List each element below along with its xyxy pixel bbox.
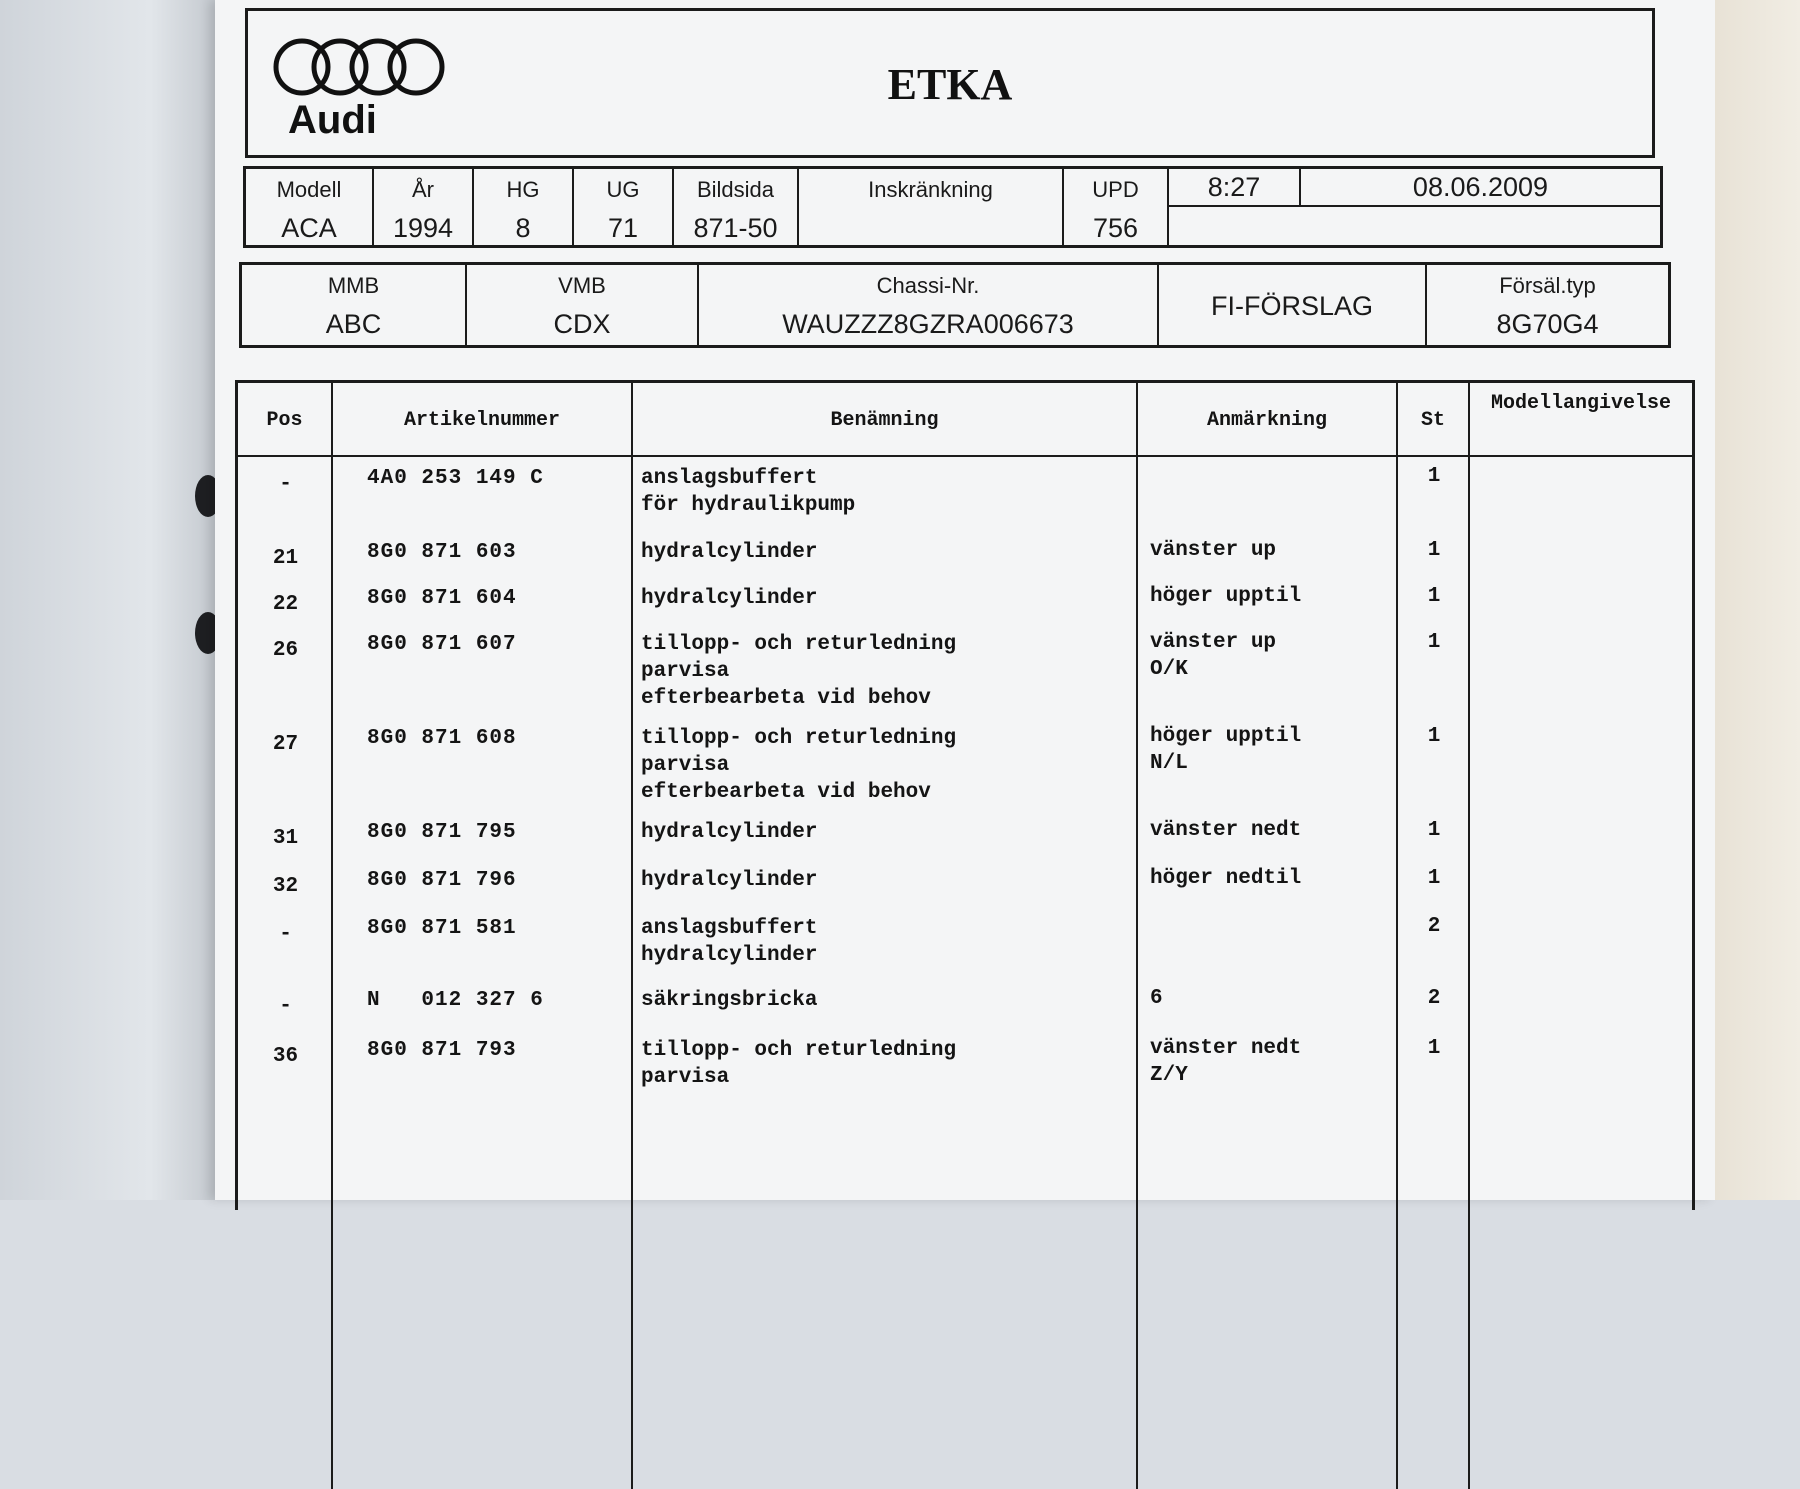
row-modellangivelse <box>1470 457 1692 531</box>
row-artikelnummer: 8G0 871 604 <box>367 587 517 610</box>
row-modellangivelse <box>1470 623 1692 717</box>
hg-cell <box>474 169 574 245</box>
row-modellangivelse <box>1470 577 1692 623</box>
header-box <box>245 8 1655 158</box>
mmb-label: MMB <box>327 273 380 298</box>
modell-cell <box>246 169 374 245</box>
row-pos: 27 <box>272 733 299 756</box>
fi-forslag-cell <box>1159 265 1427 345</box>
chassi-cell <box>699 265 1159 345</box>
row-pos: - <box>279 923 292 946</box>
row-benamning: hydralcylinder <box>641 541 818 564</box>
row-st: 2 <box>1427 987 1441 1010</box>
chassi-value: WAUZZZ8GZRA006673 <box>782 309 1074 339</box>
timestamp-cell <box>1169 169 1660 245</box>
table-row <box>238 457 1692 531</box>
row-st: 1 <box>1427 725 1441 748</box>
row-anmarkning: vänster up O/K <box>1150 631 1277 681</box>
row-anmarkning: vänster nedt Z/Y <box>1150 1037 1302 1087</box>
header-pos: Pos <box>238 383 333 455</box>
row-benamning: hydralcylinder <box>641 869 818 892</box>
row-st: 1 <box>1427 539 1441 562</box>
upd-cell <box>1064 169 1169 245</box>
forsal-typ-label: Försäl.typ <box>1499 273 1596 298</box>
row-st: 1 <box>1427 819 1441 842</box>
forsal-typ-value: 8G70G4 <box>1496 309 1599 339</box>
vmb-label: VMB <box>558 273 606 298</box>
row-modellangivelse <box>1470 811 1692 859</box>
row-benamning: tillopp- och returledning parvisa efterbearbeta vid behov <box>641 727 957 804</box>
vmb-value: CDX <box>553 309 611 339</box>
header-artikelnummer: Artikelnummer <box>333 383 633 455</box>
table-row <box>238 577 1692 623</box>
row-benamning: tillopp- och returledning parvisa <box>641 1039 957 1089</box>
row-st: 1 <box>1427 1037 1441 1060</box>
row-artikelnummer: 8G0 871 793 <box>367 1039 517 1062</box>
row-artikelnummer: 4A0 253 149 C <box>367 467 544 490</box>
row-st: 1 <box>1427 631 1441 654</box>
svg-text:Audi: Audi <box>288 98 377 142</box>
row-st: 2 <box>1427 915 1441 938</box>
row-artikelnummer: 8G0 871 603 <box>367 541 517 564</box>
row-artikelnummer: 8G0 871 581 <box>367 917 517 940</box>
row-pos: 36 <box>272 1045 299 1068</box>
row-pos: - <box>279 473 292 496</box>
row-benamning: anslagsbuffert hydralcylinder <box>641 917 818 967</box>
page-edge <box>1715 0 1800 1200</box>
header-st: St <box>1398 383 1470 455</box>
row-artikelnummer: 8G0 871 795 <box>367 821 517 844</box>
row-benamning: hydralcylinder <box>641 587 818 610</box>
column-divider <box>1396 457 1398 1489</box>
row-modellangivelse <box>1470 717 1692 811</box>
table-row <box>238 623 1692 717</box>
row-anmarkning <box>1138 457 1398 531</box>
row-modellangivelse <box>1470 907 1692 979</box>
row-anmarkning: vänster nedt <box>1150 819 1302 842</box>
row-benamning: säkringsbricka <box>641 989 818 1012</box>
facing-page <box>0 0 215 1200</box>
row-modellangivelse <box>1470 1029 1692 1089</box>
column-divider <box>1468 457 1470 1489</box>
mmb-value: ABC <box>325 309 382 339</box>
row-benamning: anslagsbuffert för hydraulikpump <box>641 467 856 517</box>
table-row <box>238 907 1692 979</box>
parts-table <box>235 380 1695 1210</box>
fi-forslag-value: FI-FÖRSLAG <box>1210 291 1373 321</box>
ar-value: 1994 <box>392 213 454 243</box>
vehicle-info-row-2 <box>239 262 1671 348</box>
inskrankning-cell <box>799 169 1064 245</box>
table-row <box>238 979 1692 1029</box>
table-row <box>238 811 1692 859</box>
table-row <box>238 717 1692 811</box>
row-benamning: hydralcylinder <box>641 821 818 844</box>
table-row <box>238 859 1692 907</box>
time-value: 8:27 <box>1169 169 1301 205</box>
forsal-typ-cell <box>1427 265 1668 345</box>
header-anmarkning: Anmärkning <box>1138 383 1398 455</box>
table-header <box>238 383 1692 457</box>
date-value: 08.06.2009 <box>1412 172 1549 202</box>
ug-value: 71 <box>607 213 639 243</box>
row-pos: 21 <box>272 547 299 570</box>
upd-value: 756 <box>1092 213 1139 243</box>
row-modellangivelse <box>1470 859 1692 907</box>
row-st: 1 <box>1427 585 1441 608</box>
table-row <box>238 531 1692 577</box>
bildsida-value: 871-50 <box>693 213 778 243</box>
row-pos: 32 <box>272 875 299 898</box>
row-pos: 31 <box>272 827 299 850</box>
row-st: 1 <box>1427 465 1441 488</box>
inskrankning-label: Inskränkning <box>868 177 993 202</box>
row-anmarkning: 6 <box>1150 987 1163 1010</box>
row-anmarkning <box>1138 907 1398 979</box>
bildsida-label: Bildsida <box>696 177 775 202</box>
vehicle-info-row-1 <box>243 166 1663 248</box>
row-anmarkning: höger upptil <box>1150 585 1302 608</box>
row-modellangivelse <box>1470 979 1692 1029</box>
ug-label: UG <box>606 177 640 202</box>
row-anmarkning: vänster up <box>1150 539 1277 562</box>
ar-cell <box>374 169 474 245</box>
chassi-label: Chassi-Nr. <box>876 273 980 298</box>
row-artikelnummer: 8G0 871 608 <box>367 727 517 750</box>
row-artikelnummer: N 012 327 6 <box>367 989 544 1012</box>
row-st: 1 <box>1427 867 1441 890</box>
modell-value: ACA <box>281 213 337 243</box>
column-divider <box>331 457 333 1489</box>
column-divider <box>1136 457 1138 1489</box>
vmb-cell <box>467 265 699 345</box>
row-anmarkning: höger nedtil <box>1150 867 1302 890</box>
mmb-cell <box>242 265 467 345</box>
row-modellangivelse <box>1470 531 1692 577</box>
header-modellangivelse: Modellangivelse <box>1490 392 1672 415</box>
ug-cell <box>574 169 674 245</box>
row-artikelnummer: 8G0 871 796 <box>367 869 517 892</box>
hg-value: 8 <box>515 213 531 243</box>
ar-label: År <box>412 177 434 202</box>
row-artikelnummer: 8G0 871 607 <box>367 633 517 656</box>
column-divider <box>631 457 633 1489</box>
document-sheet <box>215 0 1715 1200</box>
row-anmarkning: höger upptil N/L <box>1150 725 1302 775</box>
row-pos: 22 <box>272 593 299 616</box>
table-body <box>238 457 1692 1089</box>
header-benamning: Benämning <box>633 383 1138 455</box>
modell-label: Modell <box>276 177 342 202</box>
upd-label: UPD <box>1092 177 1139 202</box>
table-row <box>238 1029 1692 1089</box>
row-pos: 26 <box>272 639 299 662</box>
hg-label: HG <box>506 177 540 202</box>
bildsida-cell <box>674 169 799 245</box>
row-pos: - <box>279 995 292 1018</box>
row-benamning: tillopp- och returledning parvisa efterbearbeta vid behov <box>641 633 957 710</box>
page-title: ETKA <box>887 60 1013 109</box>
